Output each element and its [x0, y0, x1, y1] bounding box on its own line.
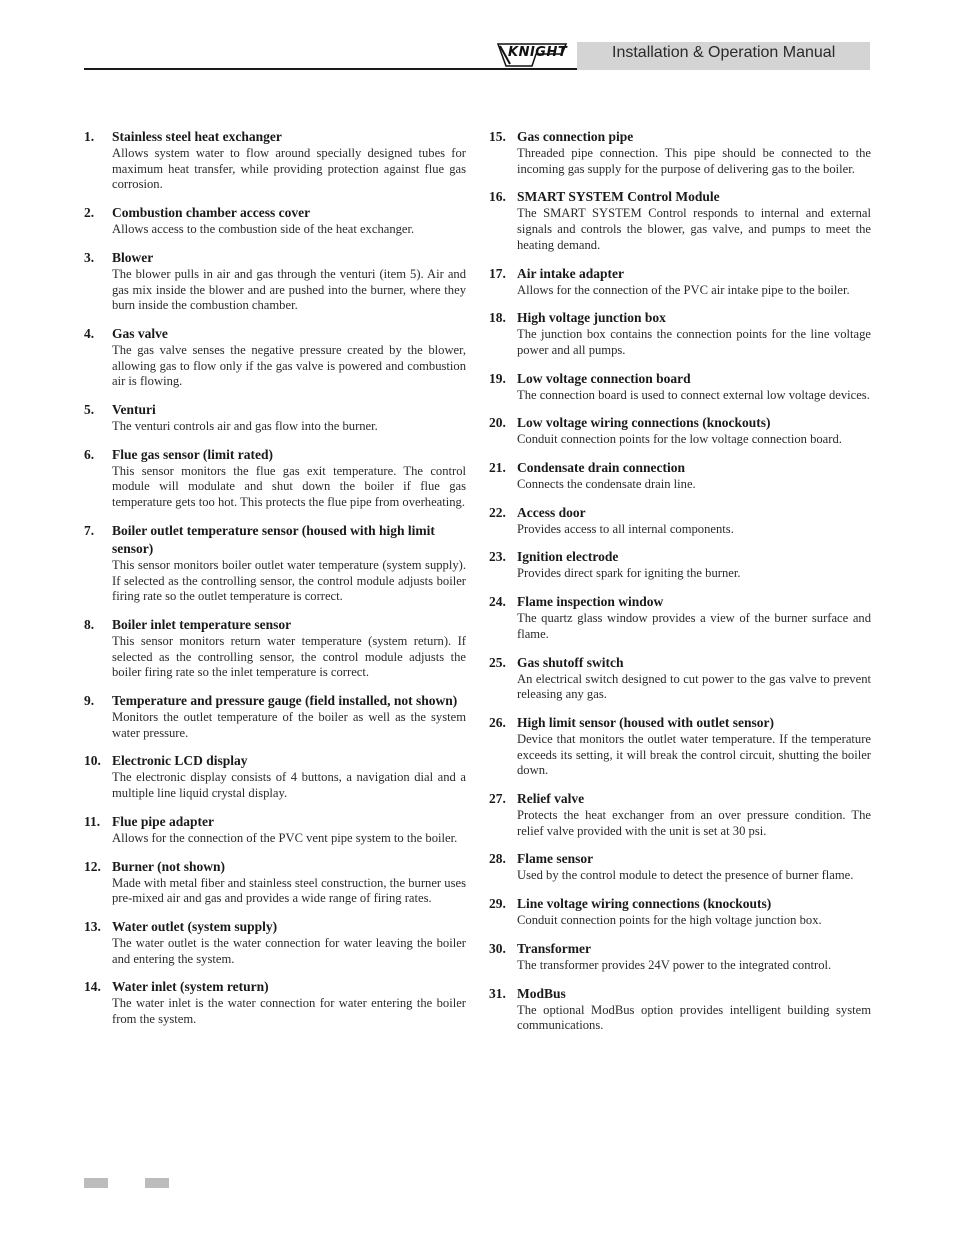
item-description: The transformer provides 24V power to the integrated control. — [517, 957, 832, 972]
item-title: Low voltage wiring connections (knockouts) — [517, 415, 771, 431]
item-title: Stainless steel heat exchanger — [112, 129, 282, 144]
item-title: ModBus — [517, 985, 566, 1001]
list-item — [84, 692, 466, 741]
item-number: 29. — [489, 896, 506, 912]
list-item — [489, 985, 871, 1034]
item-number: 22. — [489, 504, 506, 520]
item-title: Boiler inlet temperature sensor — [112, 616, 292, 632]
list-item — [84, 401, 466, 435]
item-number: 20. — [489, 415, 506, 431]
item-description: Made with metal fiber and stainless steel construction, the burner uses pre-mixed air and gas and provides a wide range of firing rates. — [112, 875, 466, 906]
item-title: Ignition electrode — [517, 549, 619, 565]
item-title: Water outlet (system supply) — [112, 918, 278, 934]
list-item — [84, 249, 466, 314]
list-item — [489, 593, 871, 642]
item-description: This sensor monitors the flue gas exit temperature. The control module will modulate and shut down the boiler if flue gas temperature gets too hot. This protects the flue pipe from overheating. — [112, 463, 466, 510]
item-description: The water outlet is the water connection for water leaving the boiler and entering the system. — [112, 935, 466, 966]
item-description: The water inlet is the water connection for water entering the boiler from the system. — [112, 996, 466, 1027]
item-title: Flue gas sensor (limit rated) — [112, 446, 273, 462]
item-number: 9. — [84, 693, 95, 709]
item-description: The optional ModBus option provides intelligent building system communications. — [517, 1002, 871, 1033]
list-item — [84, 918, 466, 967]
item-description: Allows for the connection of the PVC vent pipe system to the boiler. — [112, 830, 458, 845]
item-description: Provides direct spark for igniting the burner. — [517, 566, 741, 581]
list-item — [489, 188, 871, 253]
item-description: The junction box contains the connection points for the line voltage power and all pumps. — [517, 327, 871, 357]
item-title: Flame sensor — [517, 851, 594, 867]
item-title: Gas valve — [112, 325, 168, 341]
item-number: 21. — [489, 460, 506, 476]
list-item — [489, 370, 871, 404]
item-description: Provides access to all internal components. — [517, 521, 734, 536]
list-item — [489, 459, 871, 493]
item-description: Conduit connection points for the low voltage connection board. — [517, 432, 842, 447]
item-title: Low voltage connection board — [517, 370, 691, 386]
item-description: Monitors the outlet temperature of the boiler as well as the system water pressure. — [112, 710, 466, 740]
item-title: Venturi — [112, 402, 156, 418]
item-title: Flame inspection window — [517, 594, 664, 610]
item-number: 2. — [84, 205, 95, 221]
item-description: Threaded pipe connection. This pipe should be connected to the incoming gas supply for the purpose of delivering gas to the boiler. — [517, 146, 871, 176]
item-number: 6. — [84, 446, 95, 462]
component-list-right — [489, 128, 871, 1045]
list-item — [489, 548, 871, 582]
item-number: 18. — [489, 310, 506, 326]
item-title: Combustion chamber access cover — [112, 205, 311, 221]
list-item — [84, 616, 466, 681]
list-item — [84, 128, 466, 193]
list-item — [84, 752, 466, 801]
item-description: Allows system water to flow around specially designed tubes for maximum heat transfer, while providing protection against flue gas corrosion. — [112, 146, 466, 192]
item-title: Temperature and pressure gauge (field installed, not shown) — [112, 693, 458, 709]
item-description: Protects the heat exchanger from an over pressure condition. The relief valve provided with the unit is set at 30 psi. — [517, 808, 871, 838]
item-description: An electrical switch designed to cut power to the gas valve to prevent releasing any gas. — [517, 671, 871, 702]
list-item — [84, 204, 466, 238]
item-number: 15. — [489, 129, 506, 144]
item-description: This sensor monitors boiler outlet water temperature (system supply). If selected as the controlling sensor, the control module adjusts boiler firing rate so the outlet temperature is correct. — [112, 557, 466, 604]
list-item — [489, 414, 871, 448]
item-title: Access door — [517, 504, 586, 520]
item-description: Conduit connection points for the high voltage junction box. — [517, 913, 822, 928]
item-title: Gas shutoff switch — [517, 654, 624, 670]
list-item — [489, 895, 871, 929]
list-item — [84, 978, 466, 1027]
item-number: 19. — [489, 370, 506, 386]
item-title: Burner (not shown) — [112, 858, 226, 874]
list-item — [489, 790, 871, 839]
component-list-left — [84, 128, 466, 1039]
item-description: The venturi controls air and gas flow into the burner. — [112, 419, 378, 434]
item-number: 31. — [489, 985, 506, 1001]
list-item — [84, 325, 466, 390]
item-description: Device that monitors the outlet water temperature. If the temperature exceeds its setting, it will break the control circuit, shutting the boiler down. — [517, 731, 871, 778]
item-number: 13. — [84, 918, 101, 934]
item-title: SMART SYSTEM Control Module — [517, 189, 720, 205]
item-description: Connects the condensate drain line. — [517, 477, 696, 492]
manual-title: Installation & Operation Manual — [612, 44, 836, 61]
item-number: 3. — [84, 249, 95, 265]
item-description: Allows access to the combustion side of the heat exchanger. — [112, 222, 415, 237]
list-item — [84, 813, 466, 847]
item-number: 5. — [84, 402, 95, 418]
logo-text: KNIGHT — [508, 45, 568, 60]
item-title: Line voltage wiring connections (knockouts) — [517, 896, 772, 912]
item-title: Relief valve — [517, 791, 585, 807]
item-description: The quartz glass window provides a view of the burner surface and flame. — [517, 611, 871, 641]
item-description: Allows for the connection of the PVC air intake pipe to the boiler. — [517, 282, 850, 297]
list-item — [84, 446, 466, 511]
item-title: Transformer — [517, 940, 591, 956]
footer-marker-left — [84, 1178, 108, 1188]
item-description: The SMART SYSTEM Control responds to internal and external signals and controls the blower, gas valve, and pumps to meet the heating demand. — [517, 206, 871, 252]
item-number: 1. — [84, 129, 95, 144]
item-number: 25. — [489, 654, 506, 670]
list-item — [489, 850, 871, 884]
list-item — [489, 265, 871, 299]
item-number: 24. — [489, 594, 506, 610]
item-number: 14. — [84, 979, 101, 995]
item-number: 27. — [489, 791, 506, 807]
item-number: 10. — [84, 753, 101, 769]
list-item — [489, 714, 871, 779]
item-number: 30. — [489, 940, 506, 956]
item-title: High voltage junction box — [517, 310, 666, 326]
item-title: High limit sensor (housed with outlet sensor) — [517, 714, 775, 730]
item-number: 16. — [489, 189, 506, 205]
item-number: 8. — [84, 616, 95, 632]
footer-marker-right — [145, 1178, 169, 1188]
item-title: Gas connection pipe — [517, 129, 634, 144]
list-item — [489, 504, 871, 538]
item-number: 4. — [84, 325, 95, 341]
item-title: Water inlet (system return) — [112, 979, 269, 995]
item-number: 28. — [489, 851, 506, 867]
item-number: 12. — [84, 858, 101, 874]
item-number: 26. — [489, 714, 506, 730]
list-item — [489, 309, 871, 358]
item-description: The connection board is used to connect external low voltage devices. — [517, 387, 870, 402]
list-item — [84, 522, 466, 605]
header-rule — [84, 68, 577, 70]
item-title: Blower — [112, 249, 154, 265]
item-number: 23. — [489, 549, 506, 565]
list-item — [489, 128, 871, 177]
item-number: 7. — [84, 522, 95, 538]
list-item — [489, 940, 871, 974]
item-description: The electronic display consists of 4 buttons, a navigation dial and a multiple line liquid crystal display. — [112, 770, 466, 801]
item-title: Flue pipe adapter — [112, 813, 215, 829]
item-title: Condensate drain connection — [517, 460, 686, 476]
item-description: The blower pulls in air and gas through the venturi (item 5). Air and gas mix inside the blower and are pushed into the burner, where they burn inside the combustion chamber. — [112, 266, 466, 313]
item-title: Boiler outlet temperature sensor (housed with high limit sensor) — [112, 522, 435, 556]
item-title: Air intake adapter — [517, 265, 624, 281]
item-description: This sensor monitors return water temperature (system return). If selected as the controlling sensor, the control module adjusts the boiler firing rate so the inlet temperature is correct. — [112, 633, 466, 680]
list-item — [489, 654, 871, 703]
item-title: Electronic LCD display — [112, 753, 248, 769]
item-number: 17. — [489, 265, 506, 281]
item-description: Used by the control module to detect the presence of burner flame. — [517, 868, 854, 883]
list-item — [84, 858, 466, 907]
item-number: 11. — [84, 813, 101, 829]
item-description: The gas valve senses the negative pressure created by the blower, allowing gas to flow only if the gas valve is powered and combustion air is flowing. — [112, 342, 466, 389]
